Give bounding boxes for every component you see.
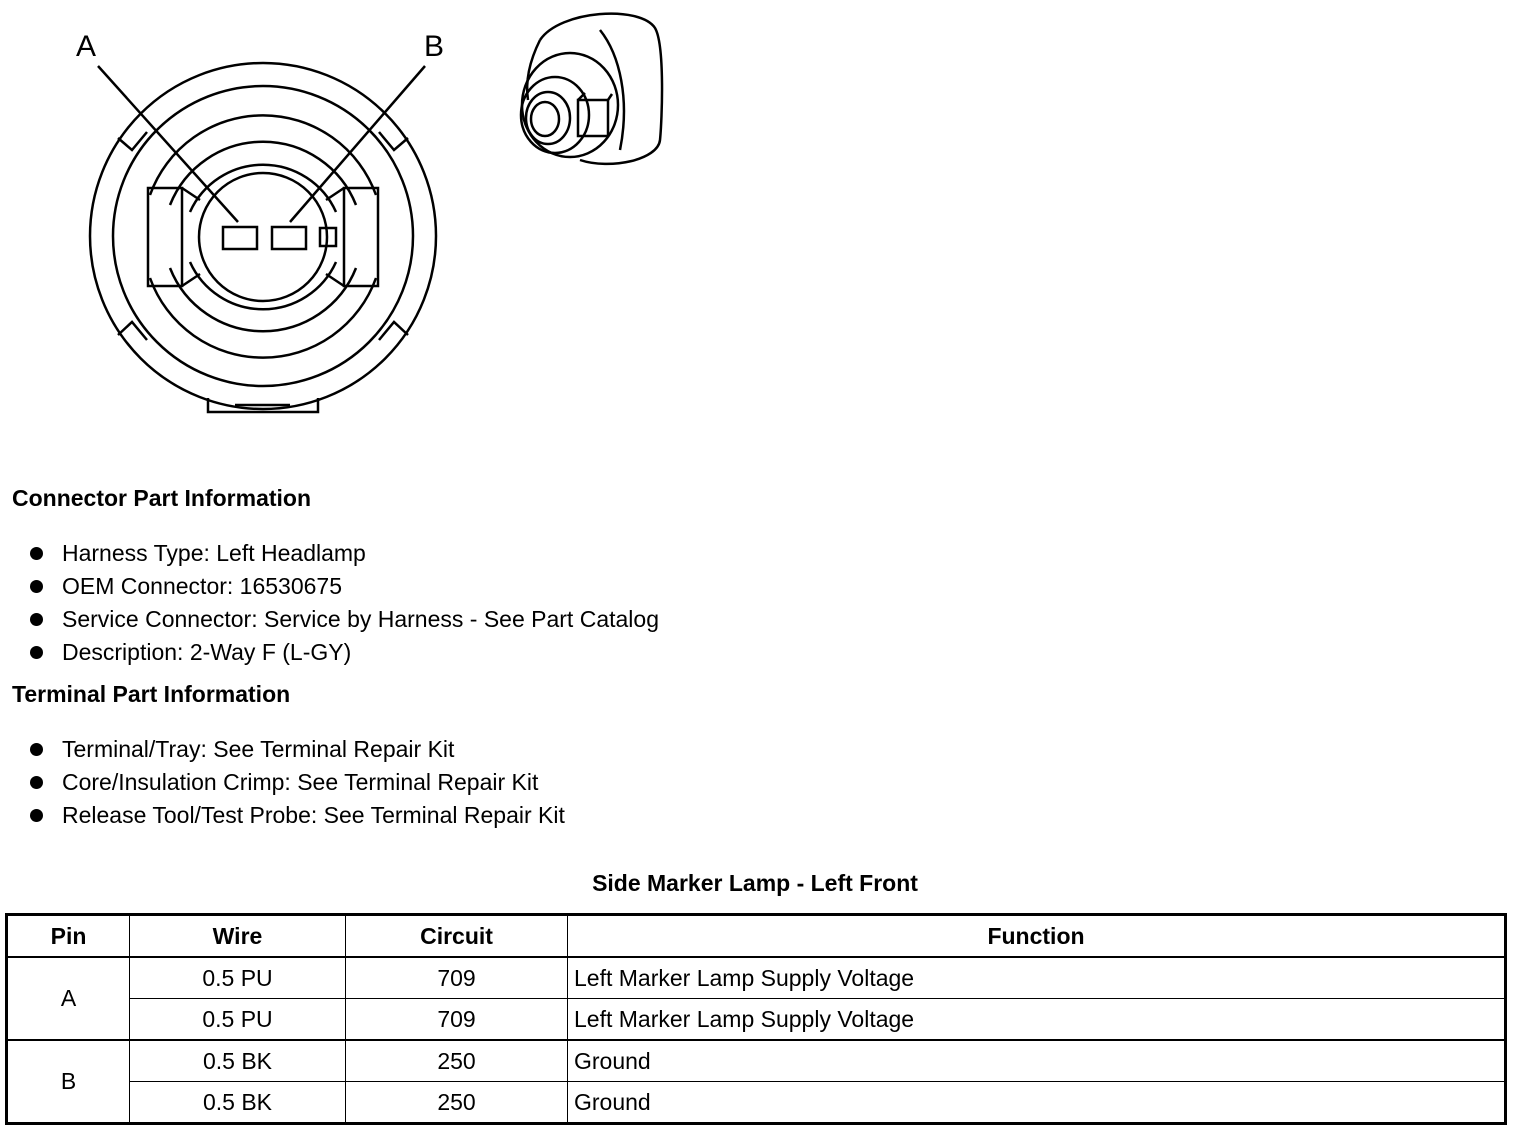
leader-line-b bbox=[290, 66, 425, 222]
bullet-icon bbox=[30, 646, 43, 659]
terminal-info-title: Terminal Part Information bbox=[12, 681, 291, 707]
function-cell: Ground bbox=[568, 1082, 1506, 1124]
pin-cell: B bbox=[7, 1040, 130, 1124]
connector-face-drawing bbox=[0, 0, 720, 440]
inner-arc-1 bbox=[150, 115, 376, 195]
table-row bbox=[7, 1082, 1506, 1124]
pin-label-b: B bbox=[424, 30, 445, 63]
wire-cell: 0.5 PU bbox=[130, 957, 346, 999]
pin-label-a: A bbox=[76, 30, 97, 63]
left-lock-block bbox=[148, 188, 182, 286]
terminal-a bbox=[223, 227, 257, 249]
connector-perspective-view bbox=[521, 14, 662, 164]
table-header-row bbox=[7, 915, 1506, 958]
pinout-table bbox=[5, 913, 1507, 1125]
list-item bbox=[28, 766, 565, 799]
list-item-text: Harness Type: Left Headlamp bbox=[62, 540, 366, 566]
connector-diagram bbox=[0, 0, 720, 440]
circuit-cell: 709 bbox=[346, 999, 568, 1041]
bullet-icon bbox=[30, 547, 43, 560]
wire-cell: 0.5 BK bbox=[130, 1040, 346, 1082]
list-item bbox=[28, 799, 565, 832]
bullet-icon bbox=[30, 743, 43, 756]
circuit-cell: 250 bbox=[346, 1082, 568, 1124]
list-item bbox=[28, 733, 565, 766]
bullet-icon bbox=[30, 776, 43, 789]
inner-arc-2 bbox=[150, 278, 376, 358]
circuit-cell: 250 bbox=[346, 1040, 568, 1082]
function-cell: Ground bbox=[568, 1040, 1506, 1082]
terminal-cavity bbox=[199, 173, 327, 301]
table-title: Side Marker Lamp - Left Front bbox=[592, 870, 918, 896]
bullet-icon bbox=[30, 809, 43, 822]
table-row bbox=[7, 999, 1506, 1041]
list-item-text: Description: 2-Way F (L-GY) bbox=[62, 639, 352, 665]
pin-cell: A bbox=[7, 957, 130, 1040]
circuit-cell: 709 bbox=[346, 957, 568, 999]
connector-info-list bbox=[28, 537, 659, 669]
header-function: Function bbox=[568, 915, 1506, 958]
right-lock-block bbox=[344, 188, 378, 286]
terminal-info-list bbox=[28, 733, 565, 832]
list-item bbox=[28, 570, 659, 603]
connector-info-title: Connector Part Information bbox=[12, 485, 312, 511]
table-row bbox=[7, 957, 1506, 999]
list-item-text: Terminal/Tray: See Terminal Repair Kit bbox=[62, 736, 455, 762]
list-item bbox=[28, 537, 659, 570]
function-cell: Left Marker Lamp Supply Voltage bbox=[568, 957, 1506, 999]
bullet-icon bbox=[30, 580, 43, 593]
header-circuit: Circuit bbox=[346, 915, 568, 958]
list-item-text: OEM Connector: 16530675 bbox=[62, 573, 343, 599]
header-wire: Wire bbox=[130, 915, 346, 958]
function-cell: Left Marker Lamp Supply Voltage bbox=[568, 999, 1506, 1041]
wire-cell: 0.5 BK bbox=[130, 1082, 346, 1124]
list-item-text: Release Tool/Test Probe: See Terminal Repair Kit bbox=[62, 802, 565, 828]
terminal-b bbox=[272, 227, 306, 249]
list-item-text: Service Connector: Service by Harness - See Part Catalog bbox=[62, 606, 659, 632]
list-item bbox=[28, 603, 659, 636]
list-item-text: Core/Insulation Crimp: See Terminal Repair Kit bbox=[62, 769, 539, 795]
wire-cell: 0.5 PU bbox=[130, 999, 346, 1041]
header-pin: Pin bbox=[7, 915, 130, 958]
list-item bbox=[28, 636, 659, 669]
bullet-icon bbox=[30, 613, 43, 626]
table-row bbox=[7, 1040, 1506, 1082]
